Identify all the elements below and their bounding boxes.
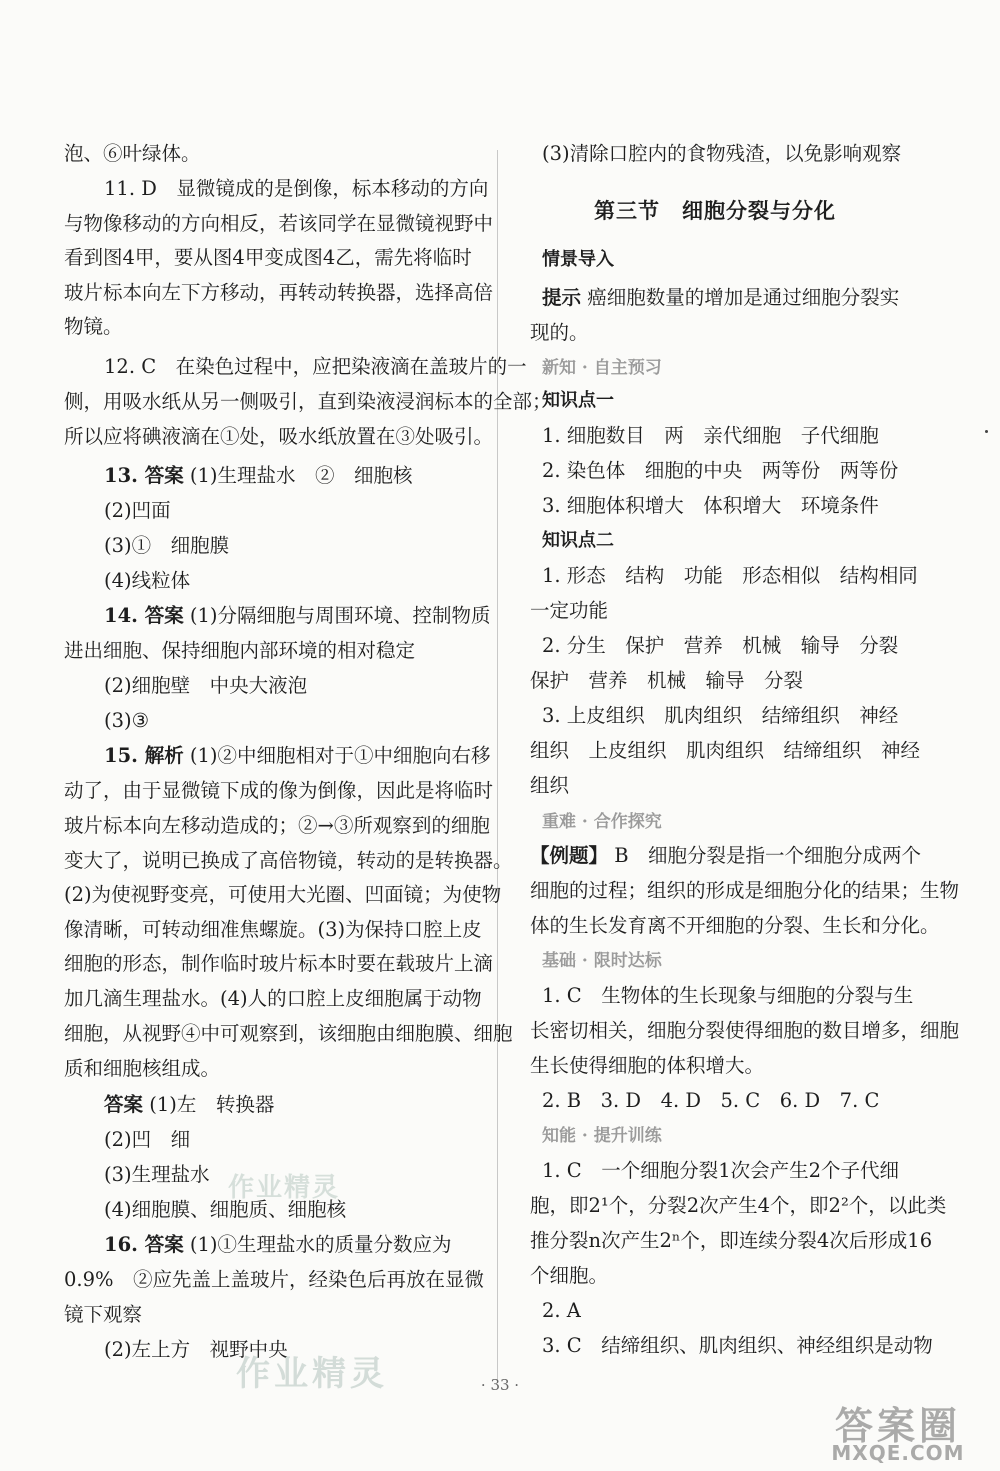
text-line: 进出细胞、保持细胞内部环境的相对稳定 — [64, 639, 416, 662]
answer-line: 14. 答案 (1)分隔细胞与周围环境、控制物质 — [104, 604, 491, 627]
text-line: 3. 细胞体积增大 体积增大 环境条件 — [542, 494, 879, 517]
text-line: 细胞的形态，制作临时玻片标本时要在载玻片上滴 — [64, 952, 494, 975]
text-line: 11. D 显微镜成的是倒像，标本移动的方向 — [104, 177, 489, 200]
text-line: 玻片标本向左移动造成的；②→③所观察到的细胞 — [64, 814, 490, 837]
subheading: 知识点一 — [542, 390, 614, 411]
text-line: 所以应将碘液滴在①处，吸水纸放置在③处吸引。 — [64, 425, 494, 448]
text-line: 泡、⑥叶绿体。 — [64, 142, 201, 165]
logo-text: 答案圈 — [834, 1403, 961, 1448]
text-line: 长密切相关，细胞分裂使得细胞的数目增多，细胞 — [530, 1019, 960, 1042]
text-line: 个细胞。 — [530, 1264, 609, 1287]
answer-line: 答案 (1)左 转换器 — [104, 1093, 275, 1116]
text-line: 3. 上皮组织 肌肉组织 结缔组织 神经 — [542, 704, 899, 727]
text-line: 保护 营养 机械 输导 分裂 — [530, 669, 804, 692]
section-banner: 知能 · 提升训练 — [542, 1126, 662, 1146]
answer-line: 16. 答案 (1)①生理盐水的质量分数应为 — [104, 1233, 452, 1256]
text-line: (4)线粒体 — [104, 569, 191, 592]
section-banner: 基础 · 限时达标 — [542, 951, 662, 971]
subheading: 情景导入 — [542, 249, 614, 270]
text-line: (3)③ — [104, 709, 150, 732]
text-line: 像清晰，可转动细准焦螺旋。(3)为保持口腔上皮 — [64, 918, 482, 941]
text-line: (2)细胞壁 中央大液泡 — [104, 674, 308, 697]
text-line: 1. 形态 结构 功能 形态相似 结构相同 — [542, 564, 918, 587]
text-line: 2. A — [542, 1299, 581, 1322]
text-line: 【例题】 B 细胞分裂是指一个细胞分成两个 — [530, 844, 922, 867]
text-line: 现的。 — [530, 321, 589, 344]
page-number: · 33 · — [480, 1376, 520, 1394]
text-line: 胞，即2¹个，分裂2次产生4个，即2²个，以此类 — [530, 1194, 947, 1217]
section-banner: 重难 · 合作探究 — [542, 812, 662, 832]
text-line: 2. B 3. D 4. D 5. C 6. D 7. C — [542, 1089, 880, 1112]
watermark-text: 作业精灵 — [236, 1354, 388, 1394]
answer-label: 答案 — [104, 1093, 144, 1116]
answer-line: 13. 答案 (1)生理盐水 ② 细胞核 — [104, 464, 413, 487]
text-line: 2. 染色体 细胞的中央 两等份 两等份 — [542, 459, 899, 482]
text-line: 玻片标本向左下方移动，再转动转换器，选择高倍 — [64, 281, 494, 304]
subheading: 知识点二 — [542, 530, 614, 551]
text-line: (2)凹 细 — [104, 1128, 191, 1151]
text-line: 侧，用吸水纸从另一侧吸引，直到染液浸润标本的全部； — [64, 390, 552, 413]
analysis-line: 15. 解析 (1)②中细胞相对于①中细胞向右移 — [104, 744, 491, 767]
text-line: (4)细胞膜、细胞质、细胞核 — [104, 1198, 347, 1221]
example-label: 【例题】 — [530, 844, 609, 867]
text-line: (3)清除口腔内的食物残渣，以免影响观察 — [542, 142, 902, 165]
text-line: 细胞的过程；组织的形成是细胞分化的结果；生物 — [530, 879, 960, 902]
text-line: 加几滴生理盐水。(4)人的口腔上皮细胞属于动物 — [64, 987, 482, 1010]
question-label: 15. 解析 — [104, 744, 184, 767]
text-line: 镜下观察 — [64, 1303, 143, 1326]
column-divider — [497, 150, 498, 1380]
text-line: (2)左上方 视野中央 — [104, 1338, 288, 1361]
text-line: 提示 癌细胞数量的增加是通过细胞分裂实 — [542, 286, 900, 309]
text-line: (2)凹面 — [104, 499, 171, 522]
text-line: 体的生长发育离不开细胞的分裂、生长和分化。 — [530, 914, 940, 937]
text-line: 12. C 在染色过程中，应把染液滴在盖玻片的一 — [104, 355, 527, 378]
text-line: 1. 细胞数目 两 亲代细胞 子代细胞 — [542, 424, 879, 447]
text-line: 推分裂n次产生2ⁿ个，即连续分裂4次后形成16 — [530, 1229, 933, 1252]
text-line: (3)① 细胞膜 — [104, 534, 230, 557]
watermark-text: 作业精灵 — [228, 1173, 341, 1203]
speck — [985, 430, 988, 433]
section-title: 第三节 细胞分裂与分化 — [594, 198, 836, 223]
tip-label: 提示 — [542, 286, 582, 309]
text-line: 质和细胞核组成。 — [64, 1057, 221, 1080]
text-line: 组织 — [530, 774, 570, 797]
section-banner: 新知 · 自主预习 — [542, 358, 662, 378]
text-line: 细胞，从视野④中可观察到，该细胞由细胞膜、细胞 — [64, 1022, 513, 1045]
text-line: 物镜。 — [64, 315, 123, 338]
text-line: 1. C 生物体的生长现象与细胞的分裂与生 — [542, 984, 914, 1007]
text-line: 生长使得细胞的体积增大。 — [530, 1054, 765, 1077]
text-line: (2)为使视野变亮，可使用大光圈、凹面镜；为使物 — [64, 883, 502, 906]
text-line: 一定功能 — [530, 599, 609, 622]
text-line: 2. 分生 保护 营养 机械 输导 分裂 — [542, 634, 899, 657]
text-line: 动了，由于显微镜下成的像为倒像，因此是将临时 — [64, 779, 494, 802]
logo-url: MXQE.COM — [831, 1441, 965, 1465]
text-line: (3)生理盐水 — [104, 1163, 210, 1186]
text-line: 1. C 一个细胞分裂1次会产生2个子代细 — [542, 1159, 900, 1182]
question-label: 14. 答案 — [104, 604, 184, 627]
text-line: 组织 上皮组织 肌肉组织 结缔组织 神经 — [530, 739, 921, 762]
question-label: 16. 答案 — [104, 1233, 184, 1256]
text-line: 与物像移动的方向相反，若该同学在显微镜视野中 — [64, 212, 494, 235]
text-line: 0.9% ②应先盖上盖玻片，经染色后再放在显微 — [64, 1268, 485, 1291]
site-logo — [808, 1395, 988, 1465]
text-line: 变大了，说明已换成了高倍物镜，转动的是转换器。 — [64, 849, 513, 872]
text-line: 看到图4甲，要从图4甲变成图4乙，需先将临时 — [64, 246, 472, 269]
question-label: 13. 答案 — [104, 464, 184, 487]
text-line: 3. C 结缔组织、肌肉组织、神经组织是动物 — [542, 1334, 933, 1357]
